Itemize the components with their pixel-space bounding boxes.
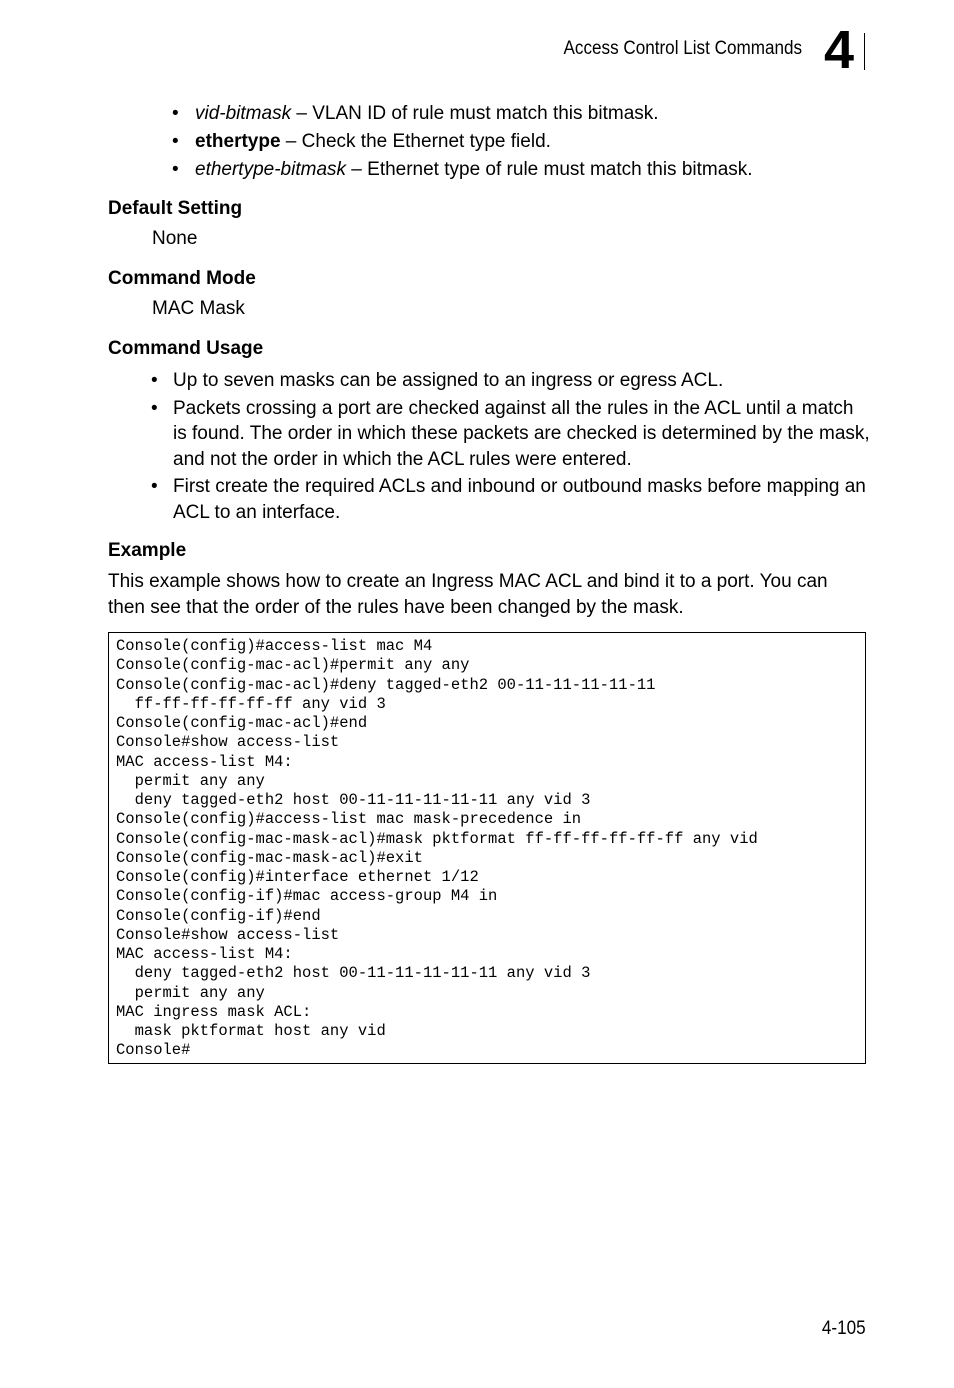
example-heading: Example <box>108 540 187 561</box>
list-item <box>172 102 753 130</box>
usage-text: Up to seven masks can be assigned to an ingress or egress ACL. <box>173 370 724 391</box>
code-example: Console(config)#access-list mac M4 Console(config-mac-acl)#permit any any Console(config-mac-acl)#deny tagged-eth2 00-11-11-11-11-11 ff-ff-ff-ff-ff-ff any vid 3 Console(config-mac-acl)#end Console#show access-list MAC access-list M4: permit any any deny tagged-eth2 host 00-11-11-11-11-11 any vid 3 Console(config)#access-list mac mask-precedence in Console(config-mac-mask-acl)#mask pktformat ff-ff-ff-ff-ff-ff any vid Console(config-mac-mask-acl)#exit Console(config)#interface ethernet 1/12 Console(config-if)#mac access-group M4 in Console(config-if)#end Console#show access-list MAC access-list M4: deny tagged-eth2 host 00-11-11-11-11-11 any vid 3 permit any any MAC ingress mask ACL: mask pktformat host any vid Console# <box>116 637 758 1060</box>
bullet: • <box>172 159 179 180</box>
command-mode-heading: Command Mode <box>108 268 256 289</box>
chapter-number: 4 <box>824 20 853 80</box>
bullet: • <box>172 103 179 124</box>
usage-text: First create the required ACLs and inbound or outbound masks before mapping an ACL to an interface. <box>173 476 866 523</box>
chapter-divider <box>864 33 865 70</box>
list-item <box>151 474 871 525</box>
command-usage-list <box>151 368 871 527</box>
list-item <box>172 158 753 186</box>
list-item <box>151 396 871 473</box>
bullet: • <box>151 397 158 419</box>
parameter-description: – Check the Ethernet type field. <box>280 131 551 152</box>
default-setting-heading: Default Setting <box>108 198 243 219</box>
bullet: • <box>172 131 179 152</box>
code-example-box <box>108 632 866 1064</box>
list-item <box>172 130 753 158</box>
running-header-title: Access Control List Commands <box>563 38 802 59</box>
example-description: This example shows how to create an Ingress MAC ACL and bind it to a port. You can then see that the order of the rules have been changed by the mask. <box>108 571 828 618</box>
parameter-description: – VLAN ID of rule must match this bitmask. <box>291 103 659 124</box>
parameter-term: vid-bitmask <box>195 103 292 124</box>
list-item <box>151 368 871 394</box>
usage-text: Packets crossing a port are checked against all the rules in the ACL until a match is found. The order in which these packets are checked is determined by the mask, and not the order in which the ACL rules were entered. <box>173 397 870 470</box>
parameter-list <box>172 102 753 186</box>
parameter-description: – Ethernet type of rule must match this bitmask. <box>346 159 753 180</box>
parameter-term: ethertype <box>195 131 281 152</box>
command-mode-value: MAC Mask <box>152 298 245 319</box>
page-number: 4-105 <box>822 1318 866 1339</box>
bullet: • <box>151 370 158 391</box>
bullet: • <box>151 476 158 497</box>
default-setting-value: None <box>152 228 198 249</box>
command-usage-heading: Command Usage <box>108 338 264 359</box>
parameter-term: ethertype-bitmask <box>195 159 347 180</box>
